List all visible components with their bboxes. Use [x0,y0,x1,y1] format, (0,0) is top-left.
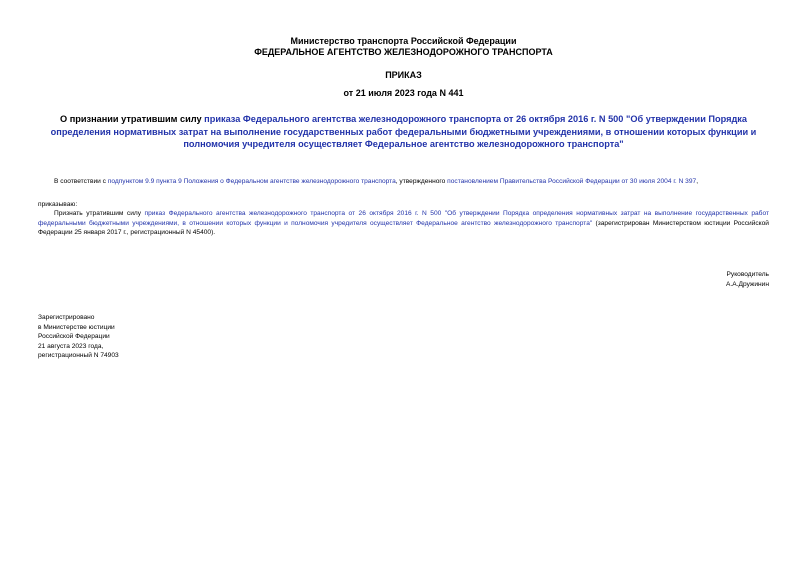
operative-prefix: Признать утратившим силу [54,210,145,217]
registration-line: 21 августа 2023 года, [38,342,104,350]
operative-paragraph [38,209,769,238]
preamble-link-regulation[interactable]: подпунктом 9.9 пункта 9 Положения о Федеральном агентстве железнодорожного транспорта [107,178,396,185]
order-word: приказываю: [38,201,78,208]
registration-line: Российской Федерации [38,333,110,340]
title-prefix: О признании утратившим силу [60,114,205,124]
agency-name: ФЕДЕРАЛЬНОЕ АГЕНТСТВО ЖЕЛЕЗНОДОРОЖНОГО ТРАНСПОРТА [254,47,553,57]
signature-position: Руководитель [726,271,769,278]
registration-line: регистрационный N 74903 [38,352,119,359]
document-date-number: от 21 июля 2023 года N 441 [343,88,464,98]
operative-suffix: (зарегистрирован Министерством юстиции Российской Федерации 25 января 2017 г., регистрационный N 45400). [38,219,769,236]
preamble-prefix: В соответствии с [54,178,108,185]
signature-name: А.А.Дружинин [726,280,769,288]
document-title [38,113,769,151]
registration-line: в Министерстве юстиции [38,323,115,331]
preamble-mid: , утвержденного [395,178,448,185]
title-link[interactable]: приказа Федерального агентства железнодорожного транспорта от 26 октября 2016 г. N 500 "Об утверждении Порядка определения нормативных затрат на выполнение государственных работ федеральными бюджетными учреждениями, в отношении которых функции и полномочия учредителя осуществляет Федеральное агентство железнодорожного транспорта" [50,114,757,149]
ministry-name: Министерство транспорта Российской Федерации [290,36,517,46]
preamble-paragraph [38,177,769,187]
preamble-suffix: , [696,178,699,185]
registration-line: Зарегистрировано [38,314,95,321]
operative-link[interactable]: приказ Федерального агентства железнодорожного транспорта от 26 октября 2016 г. N 500 "Об утверждении Порядка определения нормативных затрат на выполнение государственных работ федеральными бюджетными учреждениями, в отношении которых функции и полномочия учредителя осуществляет Федеральное агентство железнодорожного транспорта" [38,210,769,227]
preamble-link-resolution[interactable]: постановлением Правительства Российской Федерации от 30 июля 2004 г. N 397 [447,178,697,185]
signature-block [726,270,769,289]
document-type: ПРИКАЗ [385,70,422,80]
registration-block [38,313,119,361]
